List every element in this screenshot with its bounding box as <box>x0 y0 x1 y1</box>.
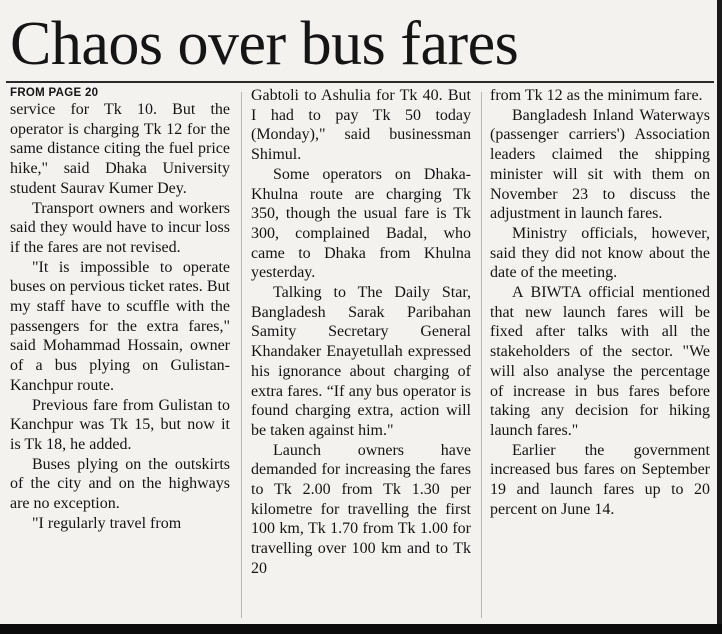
paragraph: Talking to The Daily Star, Bangladesh Sarak Paribahan Samity Secretary General Khandaker Enayetullah expressed his ignorance about charging of extra fares. “If any bus operator is found charging extra, action will be taken against him." <box>251 284 471 439</box>
paragraph: Earlier the government increased bus fares on September 19 and launch fares up to 20 percent on June 14. <box>490 441 710 518</box>
page-bottom-edge <box>0 624 722 634</box>
column-divider <box>481 92 482 618</box>
paragraph: Bangladesh Inland Waterways (passenger carriers') Association leaders claimed the shipping minister will sit with them on November 23 to discuss the adjustment in launch fares. <box>490 106 710 223</box>
paragraph: Launch owners have demanded for increasing the fares to Tk 2.00 from Tk 1.30 per kilometre for travelling the first 100 km, Tk 1.70 from Tk 1.00 for travelling over 100 km and to Tk 20 <box>251 441 471 577</box>
paragraph: Previous fare from Gulistan to Kanchpur was Tk 15, but now it is Tk 18, he added. <box>10 396 230 453</box>
from-page-label: FROM PAGE 20 <box>10 87 99 99</box>
paragraph: Gabtoli to Ashulia for Tk 40. But I had to pay Tk 50 today (Monday)," said businessman Shimul. <box>251 87 471 164</box>
article-column-1 <box>10 86 230 533</box>
paragraph: Ministry officials, however, said they did not know about the date of the meeting. <box>490 224 710 282</box>
article-column-3 <box>490 86 710 519</box>
paragraph: service for Tk 10. But the operator is charging Tk 12 for the same distance citing the fuel price hike," said Dhaka University student Saurav Kumer Dey. <box>10 101 230 197</box>
headline-rule <box>6 81 714 83</box>
column-divider <box>241 92 242 618</box>
paragraph: Some operators on Dhaka-Khulna route are charging Tk 350, though the usual fare is Tk 300, complained Badal, who came to Dhaka from Khulna yesterday. <box>251 165 471 282</box>
paragraph: "It is impossible to operate buses on pervious ticket rates. But my staff have to scuffle with the passengers for the extra fares," said Mohammad Hossain, owner of a bus plying on Gulistan-Kanchpur route. <box>10 258 230 394</box>
paragraph: Transport owners and workers said they would have to incur loss if the fares are not revised. <box>10 199 230 256</box>
paragraph: Buses plying on the outskirts of the city and on the highways are no exception. <box>10 455 230 513</box>
article-column-2 <box>251 86 471 579</box>
paragraph: "I regularly travel from <box>32 514 182 532</box>
paragraph: from Tk 12 as the minimum fare. <box>490 87 703 104</box>
page-edge-shadow <box>717 0 722 634</box>
paragraph: A BIWTA official mentioned that new launch fares will be fixed after talks with all the stakeholders of the sector. "We will also analyse the percentage of increase in bus fares before taking any decision for hiking launch fares." <box>490 284 710 439</box>
headline: Chaos over bus fares <box>10 10 519 78</box>
